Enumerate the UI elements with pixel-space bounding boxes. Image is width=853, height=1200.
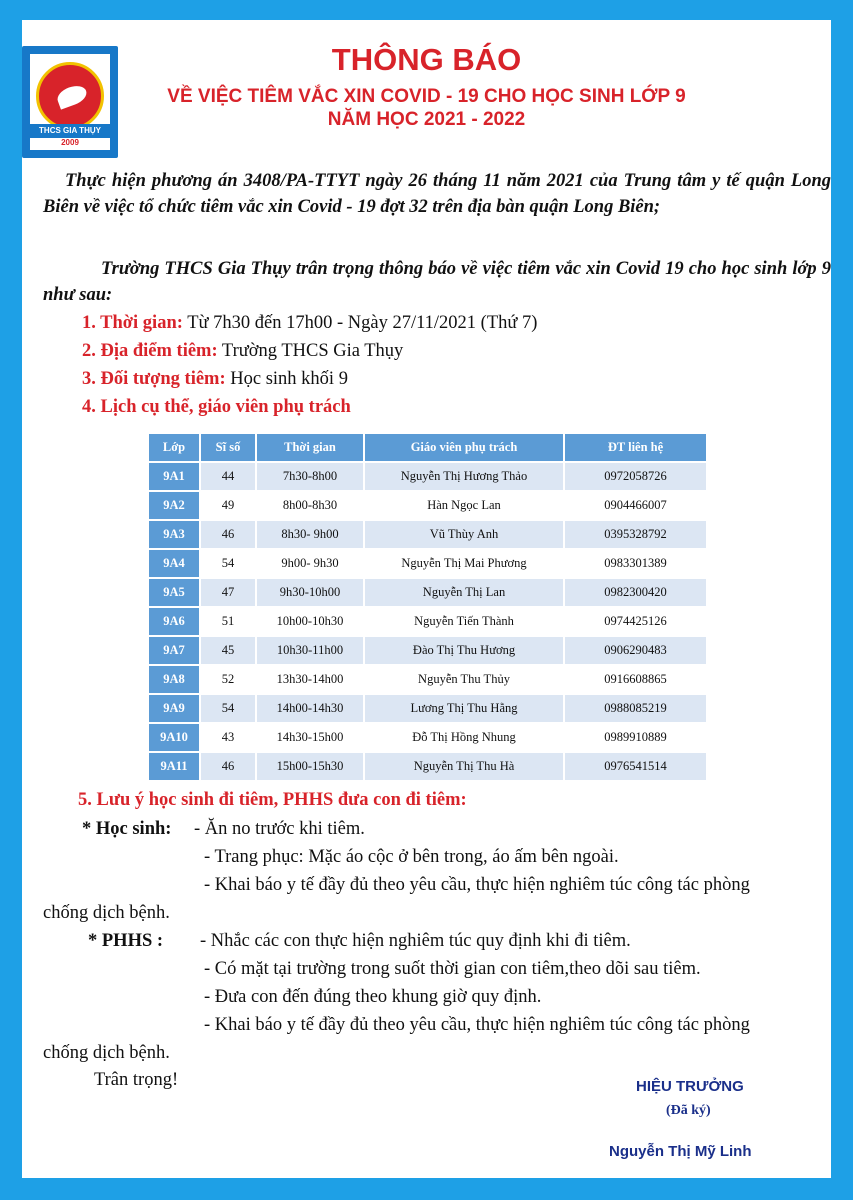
cell-teacher: Đào Thị Thu Hương: [365, 637, 563, 664]
item-label: 1. Thời gian:: [82, 313, 183, 333]
logo-year: 2009: [61, 138, 79, 147]
student-note: chống dịch bệnh.: [43, 903, 170, 923]
student-note: - Trang phục: Mặc áo cộc ở bên trong, áo ấm bên ngoài.: [204, 847, 619, 867]
cell-phone: 0972058726: [565, 463, 706, 490]
cell-time: 7h30-8h00: [257, 463, 363, 490]
cell-class: 9A4: [149, 550, 199, 577]
item-value: Học sinh khối 9: [225, 369, 348, 389]
col-count: Sĩ số: [201, 434, 255, 461]
cell-teacher: Nguyễn Thu Thủy: [365, 666, 563, 693]
cell-teacher: Hàn Ngọc Lan: [365, 492, 563, 519]
table-row: [149, 666, 706, 693]
cell-time: 14h00-14h30: [257, 695, 363, 722]
cell-count: 45: [201, 637, 255, 664]
cell-teacher: Nguyễn Thị Lan: [365, 579, 563, 606]
item-target: [82, 369, 348, 390]
cell-teacher: Đỗ Thị Hồng Nhung: [365, 724, 563, 751]
cell-class: 9A5: [149, 579, 199, 606]
cell-phone: 0974425126: [565, 608, 706, 635]
table-header-row: [149, 434, 706, 461]
intro-paragraph-2: Trường THCS Gia Thụy trân trọng thông báo về việc tiêm vắc xin Covid 19 cho học sinh lớp 9 như sau:: [43, 259, 831, 305]
notice-title: THÔNG BÁO: [331, 42, 522, 77]
cell-time: 10h00-10h30: [257, 608, 363, 635]
closing-text: Trân trọng!: [94, 1070, 179, 1090]
table-row: [149, 608, 706, 635]
students-label-text: * Học sinh:: [82, 819, 172, 839]
cell-time: 9h30-10h00: [257, 579, 363, 606]
cell-class: 9A1: [149, 463, 199, 490]
table-row: [149, 637, 706, 664]
cell-count: 46: [201, 753, 255, 780]
cell-teacher: Lương Thị Thu Hằng: [365, 695, 563, 722]
col-class: Lớp: [149, 434, 199, 461]
table-row: [149, 579, 706, 606]
student-note: - Ăn no trước khi tiêm.: [194, 819, 365, 839]
cell-class: 9A6: [149, 608, 199, 635]
cell-count: 46: [201, 521, 255, 548]
item-label: 3. Đối tượng tiêm:: [82, 369, 226, 389]
parent-note: - Đưa con đến đúng theo khung giờ quy định.: [204, 987, 542, 1007]
intro-paragraph-1: Thực hiện phương án 3408/PA-TTYT ngày 26 tháng 11 năm 2021 của Trung tâm y tế quận Long Biên về việc tổ chức tiêm vắc xin Covid - 19 đợt 32 trên địa bàn quận Long Biên;: [43, 171, 831, 217]
cell-time: 14h30-15h00: [257, 724, 363, 751]
parents-label: [88, 931, 163, 952]
school-year: NĂM HỌC 2021 - 2022: [327, 109, 526, 130]
cell-class: 9A11: [149, 753, 199, 780]
notice-subtitle: VỀ VIỆC TIÊM VẮC XIN COVID - 19 CHO HỌC SINH LỚP 9: [167, 86, 686, 107]
cell-count: 52: [201, 666, 255, 693]
cell-phone: 0976541514: [565, 753, 706, 780]
signature-role: HIỆU TRƯỞNG: [636, 1078, 744, 1095]
notes-heading: 5. Lưu ý học sinh đi tiêm, PHHS đưa con đi tiêm:: [78, 790, 467, 810]
parent-note: - Có mặt tại trường trong suốt thời gian con tiêm,theo dõi sau tiêm.: [204, 959, 701, 979]
parents-label-text: * PHHS :: [88, 931, 164, 951]
table-row: [149, 695, 706, 722]
cell-count: 43: [201, 724, 255, 751]
cell-class: 9A3: [149, 521, 199, 548]
item-label: 4. Lịch cụ thể, giáo viên phụ trách: [82, 397, 351, 417]
cell-teacher: Nguyễn Tiến Thành: [365, 608, 563, 635]
col-time: Thời gian: [257, 434, 363, 461]
cell-count: 51: [201, 608, 255, 635]
logo-text: THCS GIA THỤY: [30, 124, 110, 138]
cell-phone: 0916608865: [565, 666, 706, 693]
cell-count: 49: [201, 492, 255, 519]
table-row: [149, 550, 706, 577]
item-value: Từ 7h30 đến 17h00 - Ngày 27/11/2021 (Thứ 7): [182, 313, 538, 333]
schedule-table: [147, 432, 708, 782]
cell-time: 15h00-15h30: [257, 753, 363, 780]
cell-time: 10h30-11h00: [257, 637, 363, 664]
cell-phone: 0906290483: [565, 637, 706, 664]
cell-phone: 0904466007: [565, 492, 706, 519]
item-schedule: [82, 397, 351, 418]
cell-phone: 0982300420: [565, 579, 706, 606]
parent-note: chống dịch bệnh.: [43, 1043, 170, 1063]
table-row: [149, 724, 706, 751]
table-row: [149, 463, 706, 490]
col-phone: ĐT liên hệ: [565, 434, 706, 461]
cell-teacher: Vũ Thùy Anh: [365, 521, 563, 548]
cell-count: 54: [201, 550, 255, 577]
signature-signed: (Đã ký): [666, 1103, 711, 1118]
signature-name: Nguyễn Thị Mỹ Linh: [609, 1143, 752, 1160]
item-time: [82, 313, 537, 334]
col-teacher: Giáo viên phụ trách: [365, 434, 563, 461]
cell-phone: 0989910889: [565, 724, 706, 751]
cell-count: 44: [201, 463, 255, 490]
cell-time: 8h30- 9h00: [257, 521, 363, 548]
item-label: 2. Địa điểm tiêm:: [82, 341, 218, 361]
table-row: [149, 521, 706, 548]
table-row: [149, 753, 706, 780]
cell-class: 9A10: [149, 724, 199, 751]
cell-class: 9A2: [149, 492, 199, 519]
item-location: [82, 341, 403, 362]
cell-count: 47: [201, 579, 255, 606]
cell-teacher: Nguyễn Thị Hương Thảo: [365, 463, 563, 490]
students-label: [82, 819, 171, 840]
cell-count: 54: [201, 695, 255, 722]
table-row: [149, 492, 706, 519]
cell-phone: 0983301389: [565, 550, 706, 577]
cell-teacher: Nguyễn Thị Thu Hà: [365, 753, 563, 780]
cell-class: 9A9: [149, 695, 199, 722]
cell-time: 8h00-8h30: [257, 492, 363, 519]
cell-class: 9A7: [149, 637, 199, 664]
cell-class: 9A8: [149, 666, 199, 693]
cell-time: 13h30-14h00: [257, 666, 363, 693]
cell-phone: 0988085219: [565, 695, 706, 722]
parent-note: - Khai báo y tế đầy đủ theo yêu cầu, thực hiện nghiêm túc công tác phòng: [204, 1015, 750, 1035]
item-value: Trường THCS Gia Thụy: [217, 341, 404, 361]
cell-teacher: Nguyễn Thị Mai Phương: [365, 550, 563, 577]
parent-note: - Nhắc các con thực hiện nghiêm túc quy định khi đi tiêm.: [200, 931, 631, 951]
cell-time: 9h00- 9h30: [257, 550, 363, 577]
cell-phone: 0395328792: [565, 521, 706, 548]
student-note: - Khai báo y tế đầy đủ theo yêu cầu, thực hiện nghiêm túc công tác phòng: [204, 875, 750, 895]
